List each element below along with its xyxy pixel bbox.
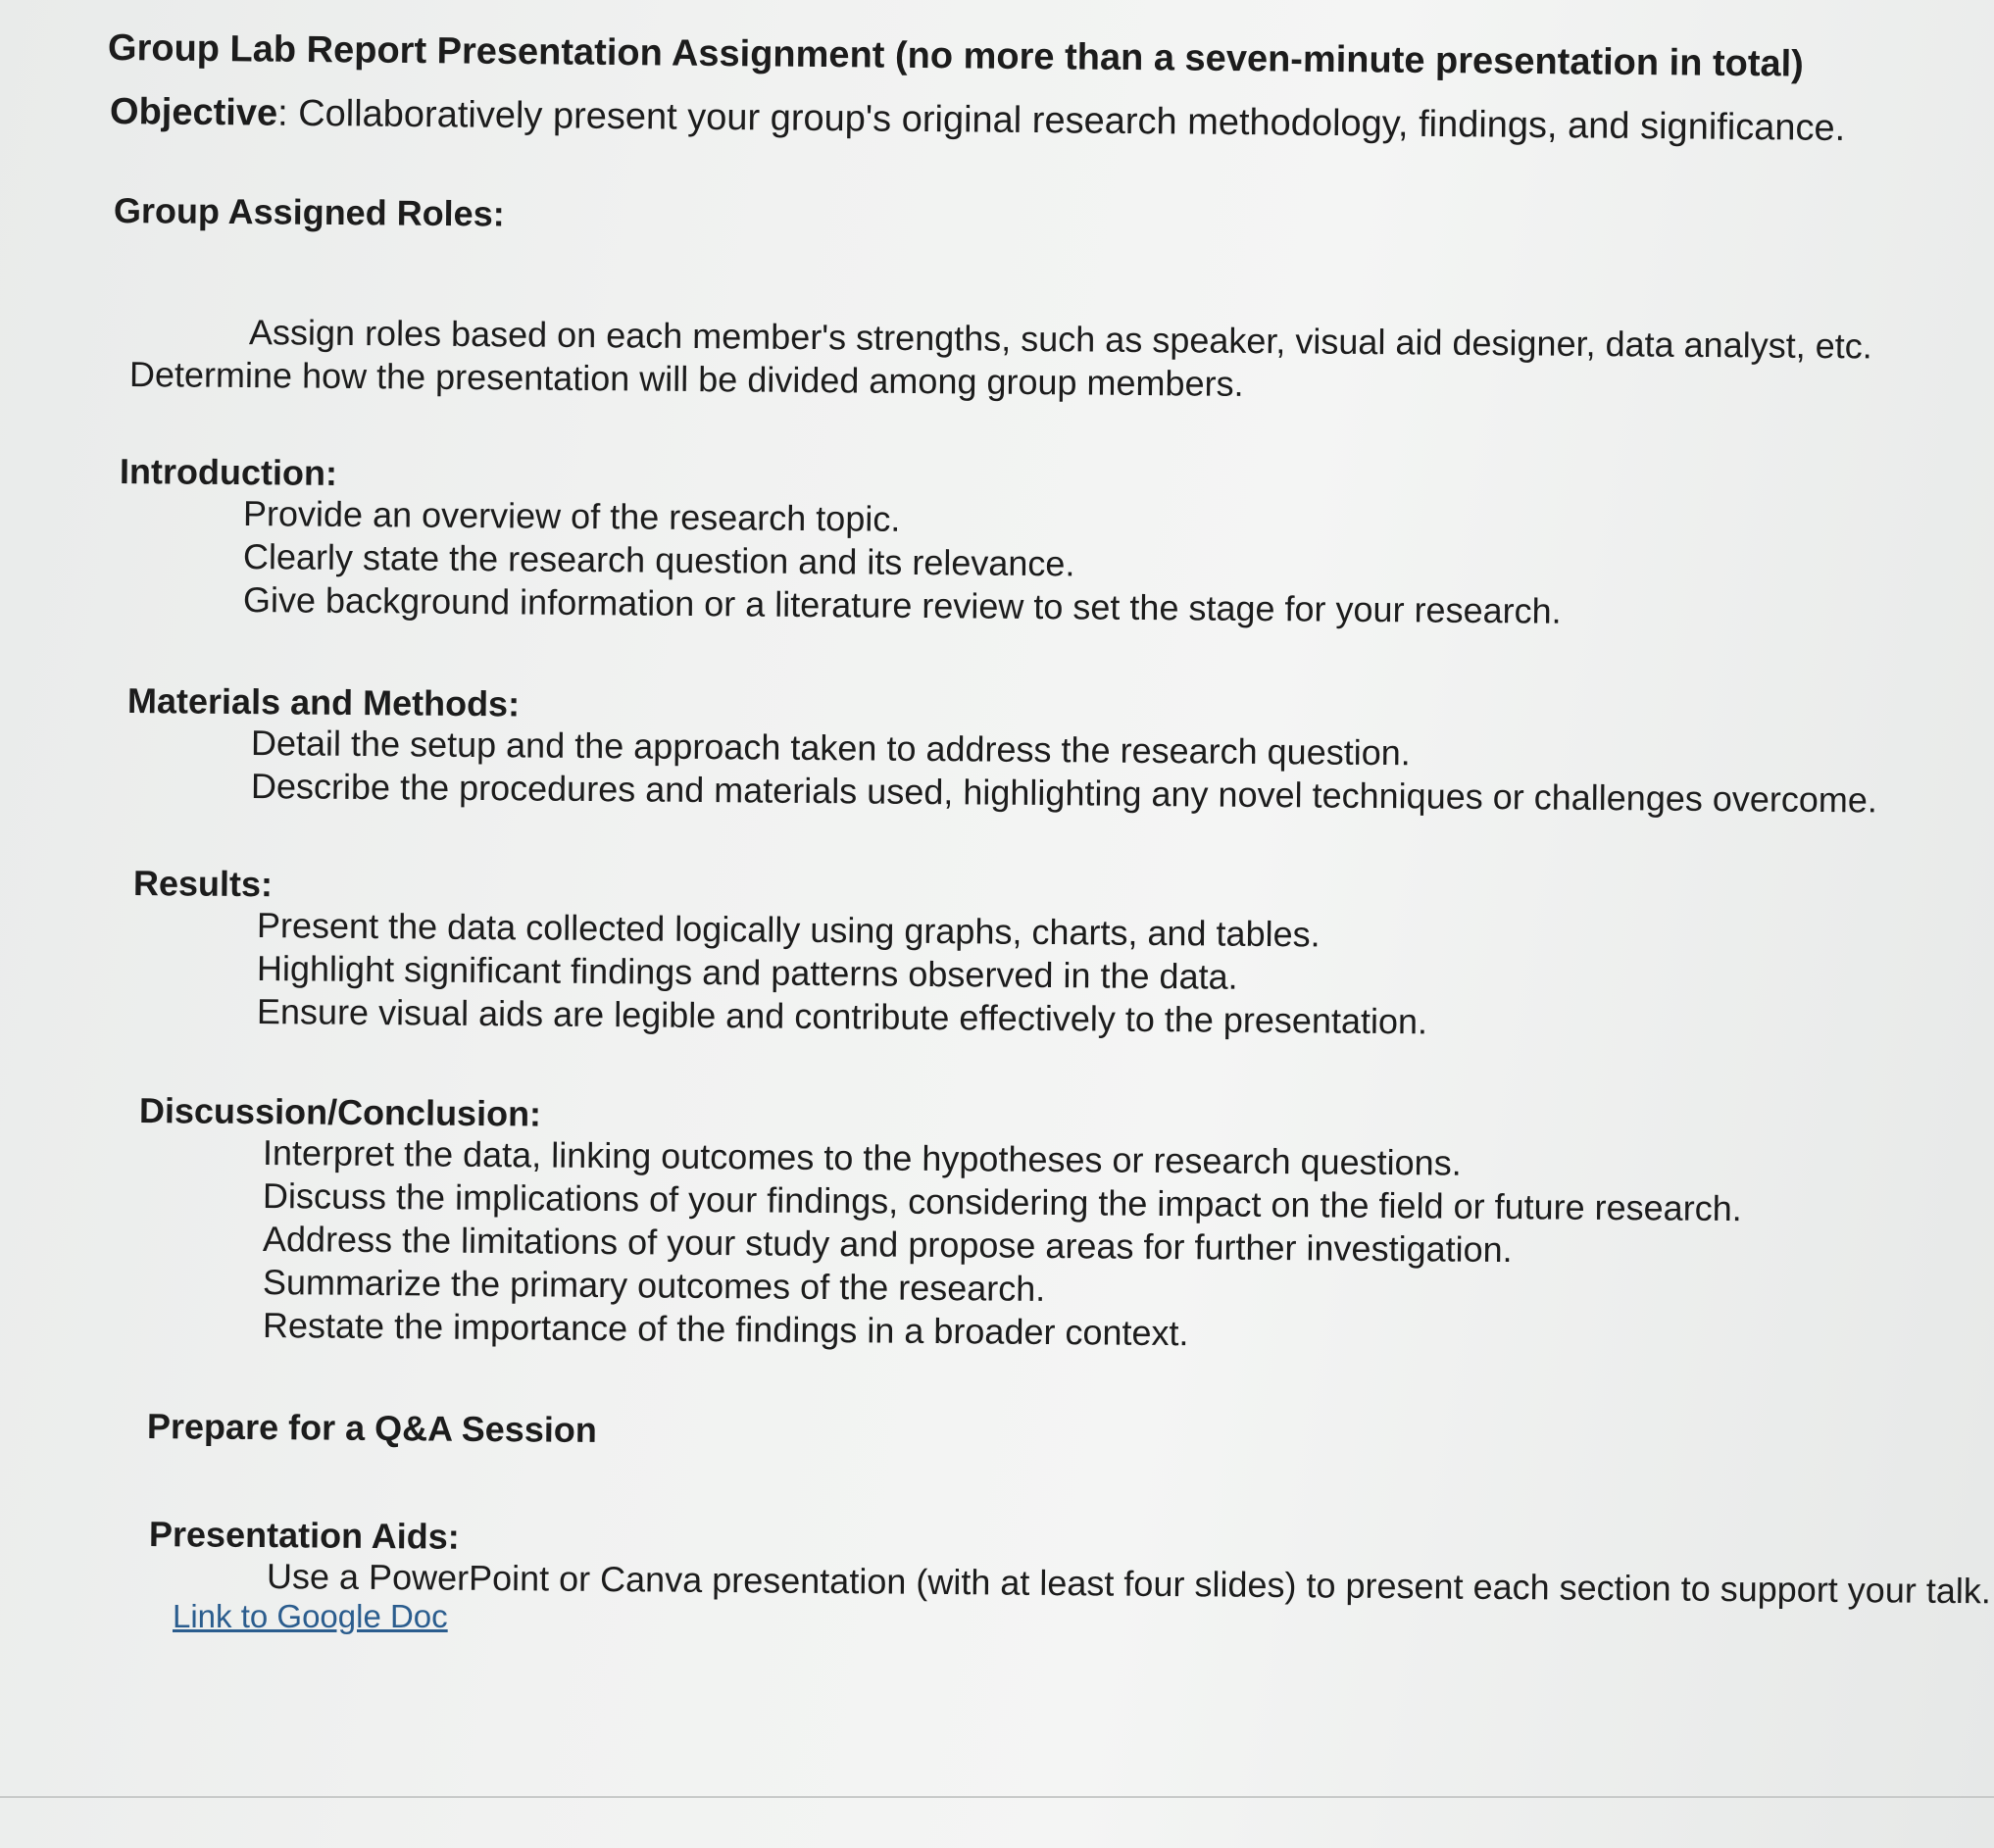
section-qa [146, 1406, 1951, 1451]
qa-heading: Prepare for a Q&A Session [146, 1406, 597, 1451]
discussion-item: Summarize the primary outcomes of the research. [262, 1262, 1046, 1309]
introduction-item: Give background information or a literature review to set the stage for your research. [242, 579, 1562, 631]
introduction-heading: Introduction: [119, 451, 338, 493]
introduction-items [242, 492, 1951, 631]
section-results [132, 863, 1951, 1042]
methods-heading: Materials and Methods: [126, 680, 521, 724]
roles-line: Assign roles based on each member's strengths, such as speaker, visual aid designer, data analyst, etc. [248, 312, 1872, 367]
section-presentation-aids [148, 1514, 1992, 1635]
roles-line: Determine how the presentation will be divided among group members. [128, 354, 1244, 404]
results-item: Present the data collected logically using graphs, charts, and tables. [256, 905, 1321, 955]
roles-paragraph [128, 310, 1951, 404]
section-roles [113, 190, 1951, 234]
section-methods [126, 680, 1951, 821]
discussion-items [262, 1131, 1951, 1354]
discussion-item: Interpret the data, linking outcomes to the hypotheses or research questions. [262, 1132, 1462, 1183]
assignment-document [107, 27, 1992, 1635]
results-items [256, 904, 1951, 1042]
methods-items [250, 722, 1951, 821]
section-discussion [138, 1090, 1951, 1354]
introduction-item: Provide an overview of the research topic. [242, 493, 901, 539]
page-divider [0, 1796, 1994, 1798]
roles-heading: Group Assigned Roles: [113, 190, 505, 234]
section-introduction [119, 451, 1951, 631]
google-doc-link[interactable]: Link to Google Doc [173, 1598, 448, 1634]
discussion-item: Discuss the implications of your findings, considering the impact on the field or future research. [262, 1175, 1742, 1229]
methods-item: Detail the setup and the approach taken to address the research question. [250, 723, 1411, 774]
aids-item: Use a PowerPoint or Canva presentation (with at least four slides) to present each section to support your talk. [266, 1556, 1992, 1612]
results-item: Highlight significant findings and patterns observed in the data. [256, 948, 1238, 997]
introduction-item: Clearly state the research question and its relevance. [242, 536, 1075, 584]
objective-paragraph [110, 91, 1951, 151]
document-title: Group Lab Report Presentation Assignment (no more than a seven-minute presentation in total) [107, 27, 1805, 85]
methods-item: Describe the procedures and materials used, highlighting any novel techniques or challenges overcome. [250, 766, 1878, 821]
aids-heading: Presentation Aids: [148, 1514, 460, 1557]
results-item: Ensure visual aids are legible and contribute effectively to the presentation. [256, 991, 1428, 1042]
objective-text: : Collaboratively present your group's original research methodology, findings, and significance. [276, 92, 1846, 149]
discussion-heading: Discussion/Conclusion: [138, 1090, 542, 1134]
discussion-item: Address the limitations of your study and propose areas for further investigation. [262, 1219, 1513, 1271]
discussion-item: Restate the importance of the findings in a broader context. [262, 1305, 1189, 1354]
objective-label: Objective [109, 91, 278, 134]
results-heading: Results: [132, 863, 274, 905]
